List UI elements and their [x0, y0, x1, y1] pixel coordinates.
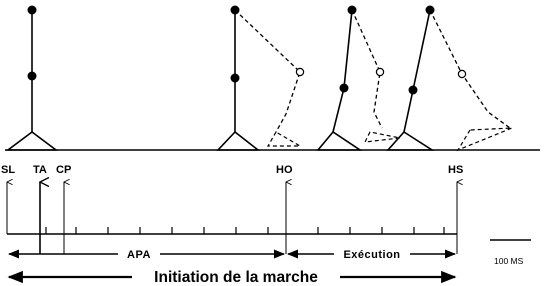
- scale-bar-label: 100 MS: [494, 256, 524, 266]
- stick-figure-mid-swing: [318, 6, 400, 151]
- event-label-ho: HO: [276, 164, 293, 176]
- apa-phase-label: APA: [127, 249, 151, 261]
- initiation-label: Initiation de la marche: [154, 269, 318, 286]
- stick-figure-standing: [8, 6, 56, 151]
- event-label-sl: SL: [1, 164, 16, 176]
- event-label-cp: CP: [56, 164, 72, 176]
- event-label-hs: HS: [448, 164, 464, 176]
- stick-figure-heel-off: [218, 6, 304, 151]
- stick-figure-heel-strike: [388, 6, 512, 151]
- execution-phase-label: Exécution: [343, 249, 401, 261]
- time-axis: [7, 227, 457, 234]
- event-label-ta: TA: [33, 164, 47, 176]
